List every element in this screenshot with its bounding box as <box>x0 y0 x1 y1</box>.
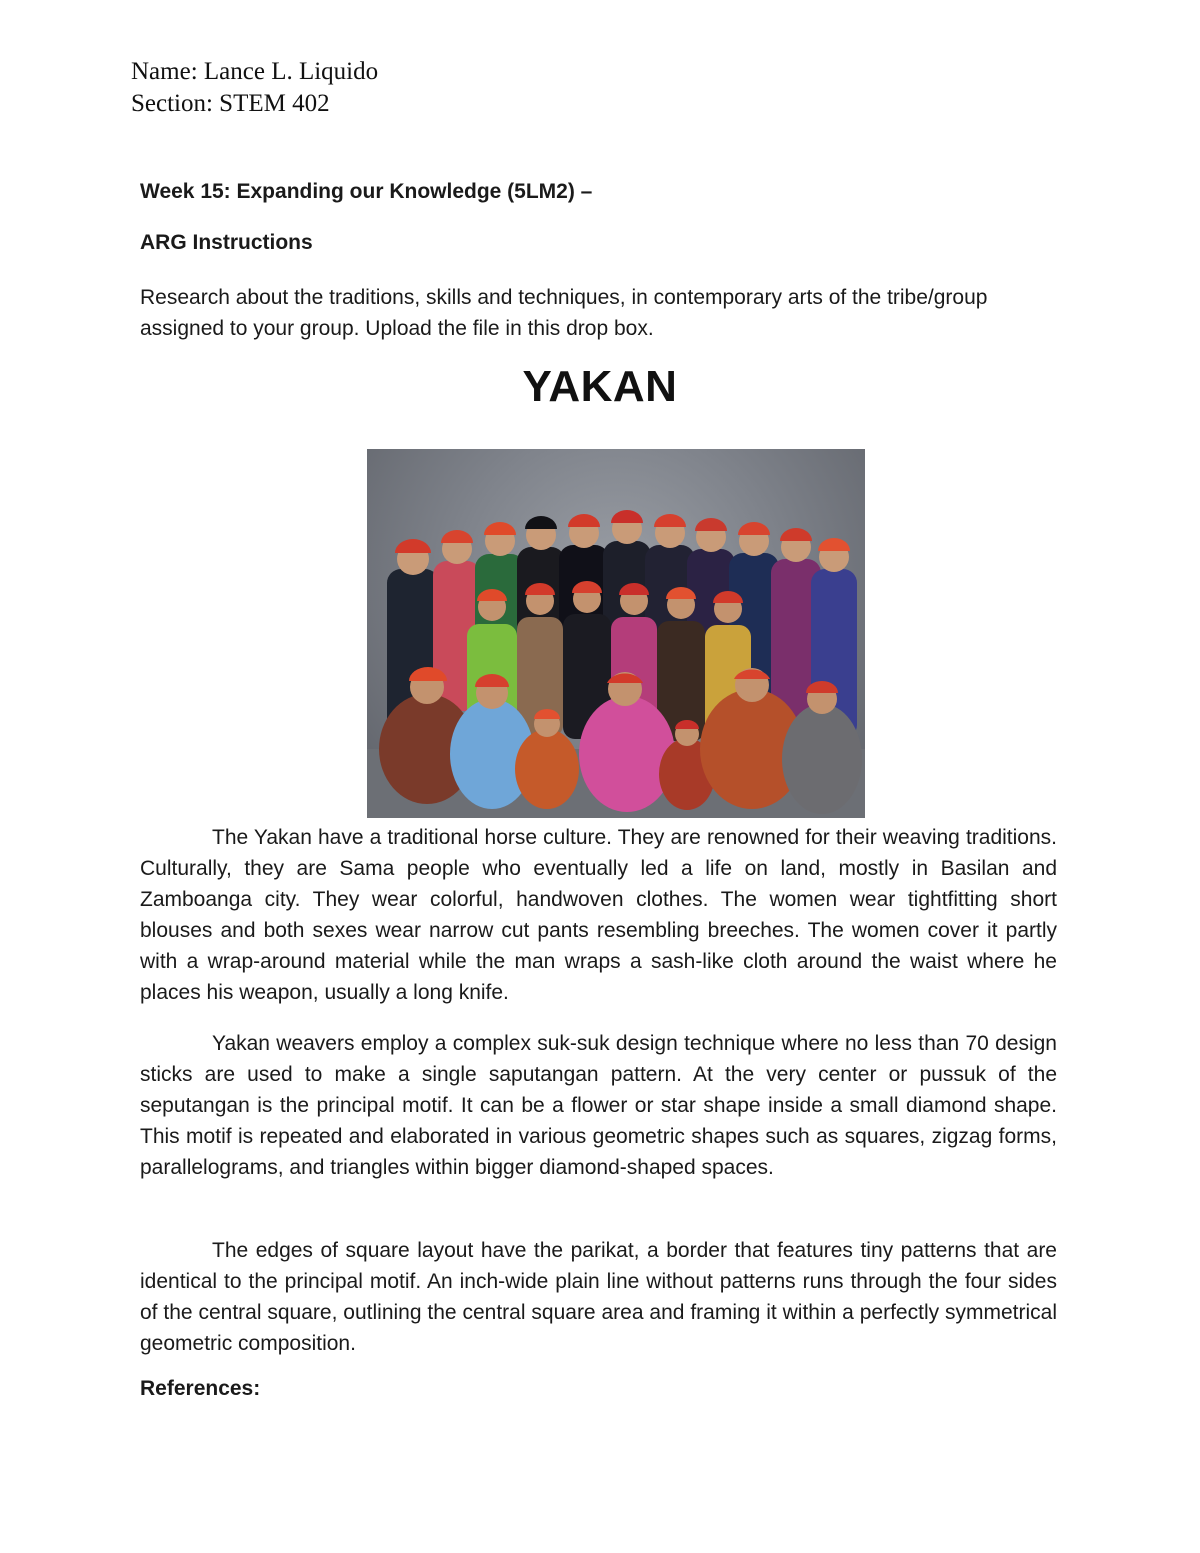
paragraph-culture: The Yakan have a traditional horse culture. They are renowned for their weaving traditions. Culturally, they are Sama people who eventually led a life on land, mostly in Basilan and Zamboanga city. They wear colorful, handwoven clothes. The women wear tightfitting short blouses and both sexes wear narrow cut pants resembling breeches. The women cover it partly with a wrap-around material while the man wraps a sash-like cloth around the waist where he places his weapon, usually a long knife. <box>140 826 1057 1004</box>
student-name: Name: Lance L. Liquido <box>131 58 379 85</box>
references-heading: References: <box>140 1377 261 1400</box>
document-title: YAKAN <box>522 362 678 411</box>
student-info <box>131 56 378 120</box>
paragraph-weaving: Yakan weavers employ a complex suk-suk design technique where no less than 70 design sticks are used to make a single saputangan pattern. At the very center or pussuk of the seputangan is the principal motif. It can be a flower or star shape inside a small diamond shape. This motif is repeated and elaborated in various geometric shapes such as squares, zigzag forms, parallelograms, and triangles within bigger diamond-shaped spaces. <box>140 1032 1057 1179</box>
student-section: Section: STEM 402 <box>131 90 330 117</box>
instructions-text: Research about the traditions, skills and techniques, in contemporary arts of the tribe/group assigned to your group. Upload the file in this drop box. <box>140 286 988 340</box>
week-title: Week 15: Expanding our Knowledge (5LM2) – <box>140 180 593 203</box>
paragraph-border: The edges of square layout have the parikat, a border that features tiny patterns that are identical to the principal motif. An inch-wide plain line without patterns runs through the four sides of the central square, outlining the central square area and framing it within a perfectly symmetrical geometric composition. <box>140 1239 1057 1355</box>
group-photo <box>367 449 865 818</box>
instructions-heading: ARG Instructions <box>140 231 313 254</box>
group-photo-illustration <box>367 449 865 818</box>
